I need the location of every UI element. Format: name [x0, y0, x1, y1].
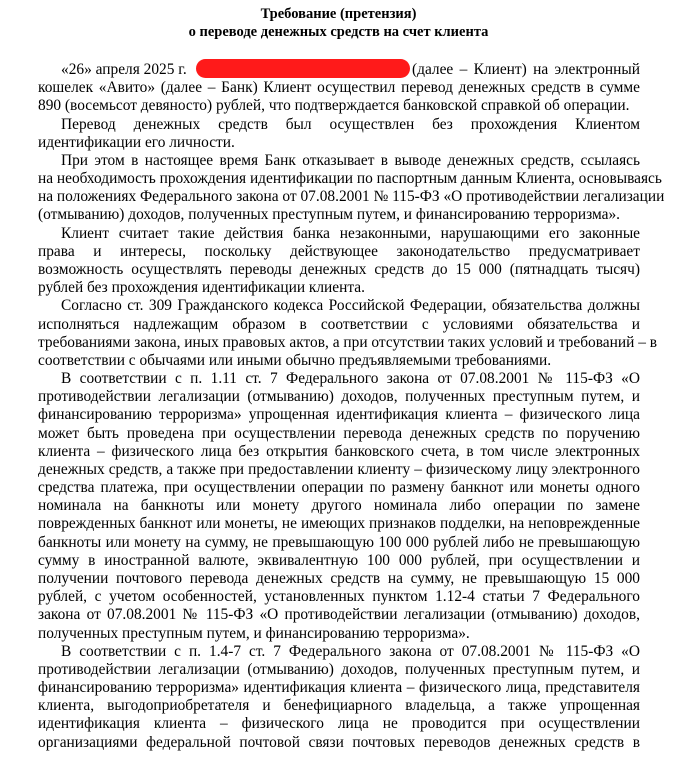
text-line: возможность осуществлять переводы денежных средств до 15 000 (пятнадцать тысяч) — [38, 261, 640, 278]
text-line: на положениях Федерального закона от 07.08.2001 № 115-ФЗ «О противодействии легализации — [38, 188, 665, 205]
text-line: клиента, выгодоприобретателя и бенефициарного владельца, а также упрощенная — [38, 697, 640, 714]
text-line: средства платежа, при осуществлении операции по размену банкнот или монеты одного — [38, 479, 640, 496]
text-line: идентификация клиента – физического лица не проводится при осуществлении — [38, 715, 640, 732]
first-line-rest: (далее – Клиент) на электронный — [412, 61, 640, 78]
text-line: закона от 07.08.2001 № 115-ФЗ «О противодействии легализации (отмыванию) доходов, — [38, 606, 640, 623]
text-line: противодействии легализации (отмыванию) доходов, полученных преступным путем, и — [38, 388, 640, 405]
text-line: В соответствии с п. 1.11 ст. 7 Федерального закона от 07.08.2001 № 115-ФЗ «О — [61, 370, 640, 387]
text-line: полученных преступным путем, и финансированию терроризма». — [38, 625, 470, 642]
claim-date: «26» апреля 2025 г. — [61, 61, 187, 78]
text-line: рублей без прохождения идентификации клиента. — [38, 279, 365, 296]
text-line: на необходимость прохождения идентификации по паспортным данным Клиента, основываясь — [38, 170, 662, 187]
text-line: денежных средств, а также при предоставлении клиенту – физическому лицу электронного — [38, 461, 640, 478]
text-line: Клиент считает такие действия банка незаконными, нарушающими его законные — [61, 225, 640, 242]
text-line: сумму в иностранной валюте, эквивалентную 100 000 рублей, при осуществлении и — [38, 552, 640, 569]
text-line: При этом в настоящее время Банк отказывает в выводе денежных средств, ссылаясь — [61, 152, 640, 169]
text-line: финансированию терроризма» упрощенная идентификация клиента – физического лица — [38, 406, 640, 423]
text-line: поврежденных банкнот или монеты, не имеющих признаков подделки, на неповрежденные — [38, 515, 640, 532]
text-line: противодействии легализации (отмыванию) доходов, полученных преступным путем, и — [38, 661, 640, 678]
redaction-mark — [196, 59, 410, 78]
document-subtitle: о переводе денежных средств на счет клиента — [188, 24, 489, 40]
text-line: банкноты или монету на сумму, не превышающую 100 000 рублей либо не превышающую — [38, 534, 640, 551]
text-line: кошелек «Авито» (далее – Банк) Клиент осуществил перевод денежных средств в сумме — [38, 79, 640, 96]
text-line: 890 (восемьсот девяносто) рублей, что подтверждается банковской справкой об операции. — [38, 97, 630, 114]
document-title: Требование (претензия) — [260, 6, 417, 22]
text-line: может быть проведена при осуществлении перевода денежных средств по поручению — [38, 425, 640, 442]
text-line: права и интересы, поскольку действующее законодательство предусматривает — [38, 243, 640, 260]
text-line: идентификации его личности. — [38, 134, 235, 151]
text-line: организациями федеральной почтовой связи почтовых переводов денежных средств в — [38, 734, 640, 751]
text-line: соответствии с обычаями или иными обычно предъявляемыми требованиями. — [38, 352, 552, 369]
text-line: Перевод денежных средств был осуществлен без прохождения Клиентом — [61, 116, 640, 133]
text-line: клиента – физического лица без открытия банковского счета, в том числе электронных — [38, 443, 640, 460]
text-line: (отмыванию) доходов, полученных преступным путем, и финансированию терроризма». — [38, 206, 621, 223]
text-line: требованиями закона, иных правовых актов, а при отсутствии таких условий и требований – в — [38, 334, 657, 351]
text-line: исполняться надлежащим образом в соответствии с условиями обязательства и — [38, 316, 640, 333]
text-line: финансированию терроризма» идентификация клиента – физического лица, представителя — [38, 679, 640, 696]
text-line: В соответствии с п. 1.4-7 ст. 7 Федерального закона от 07.08.2001 № 115-ФЗ «О — [61, 643, 640, 660]
text-line: рублей, с учетом особенностей, установленных пунктом 1.12-4 статьи 7 Федерального — [38, 588, 640, 605]
text-line: Согласно ст. 309 Гражданского кодекса Российской Федерации, обязательства должны — [61, 297, 640, 314]
text-line: получении почтового перевода денежных средств на сумму, не превышающую 15 000 — [38, 570, 640, 587]
text-line: номинала на банкноты или монету другого номинала либо операции по замене — [38, 497, 640, 514]
